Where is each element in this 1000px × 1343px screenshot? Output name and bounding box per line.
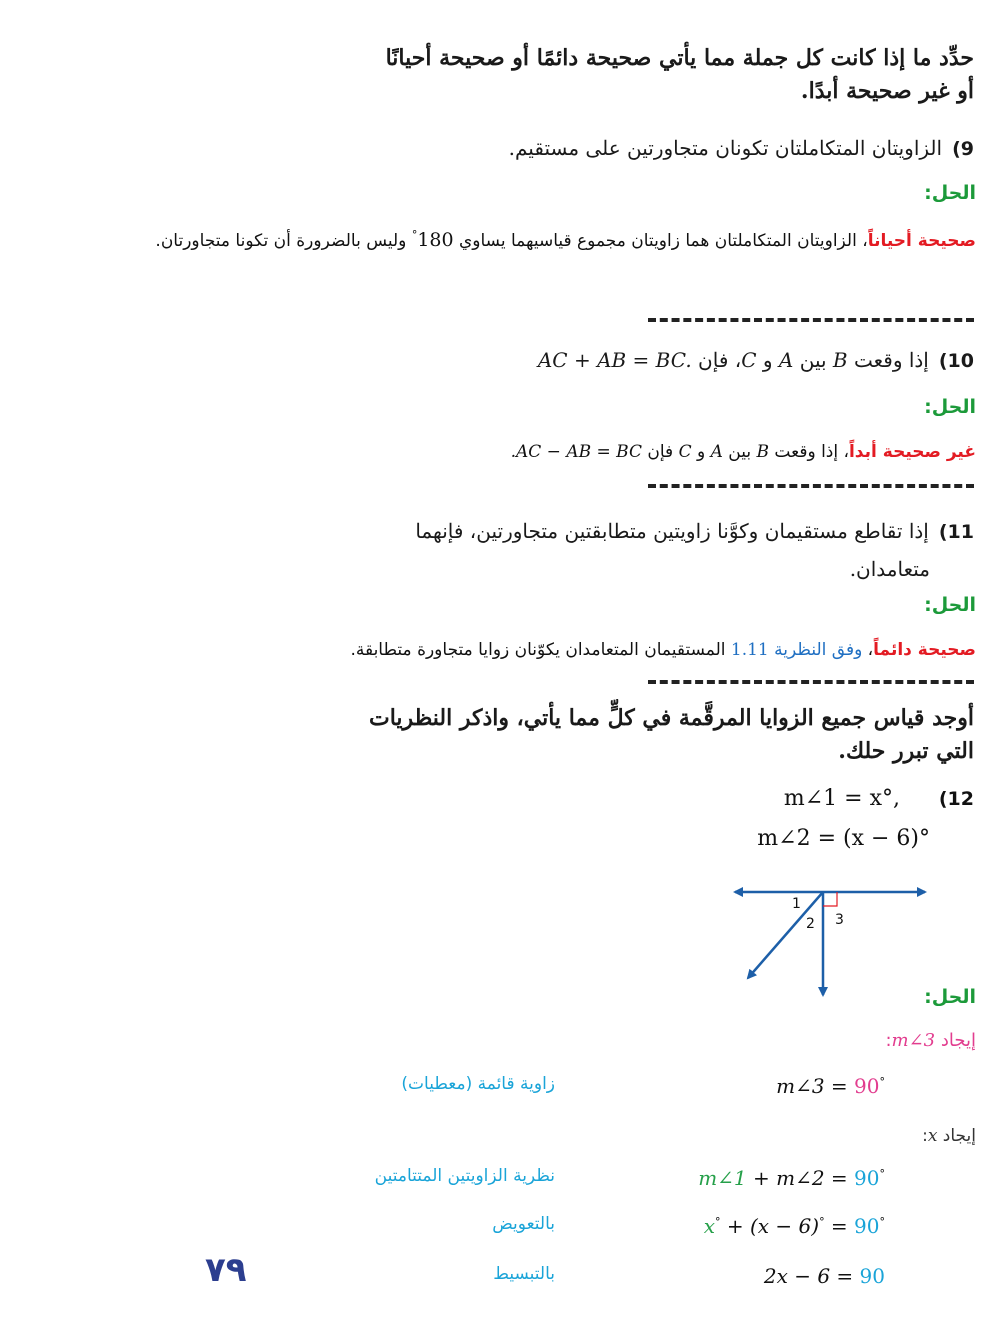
answer-verdict: صحيحة أحياناً <box>867 231 976 251</box>
degree-sign: ° <box>411 228 418 242</box>
answer-verdict: غير صحيحة أبداً <box>848 442 976 462</box>
question-number: 10) <box>938 350 974 372</box>
eq-value: 90 <box>859 1264 885 1288</box>
step-equation <box>776 1074 885 1098</box>
eq-part: = <box>824 1214 855 1238</box>
step-equation <box>764 1264 885 1288</box>
value-180: 180 <box>417 229 454 251</box>
angle-label-1: 1 <box>792 896 801 912</box>
divider <box>648 680 974 684</box>
find-colon: : <box>885 1030 892 1051</box>
step-reason: زاوية قائمة (معطيات) <box>401 1074 555 1094</box>
question-text: إذا وقعت <box>847 348 929 372</box>
given-angle-1: m∠1 = x°, <box>783 786 900 811</box>
step-row-1 <box>0 1074 1000 1106</box>
solution-11-text <box>50 632 976 669</box>
step-row-2 <box>0 1166 1000 1198</box>
find-colon: : <box>922 1126 928 1146</box>
divider <box>648 484 974 488</box>
step-row-3 <box>0 1214 1000 1246</box>
divider <box>648 318 974 322</box>
step-reason: بالتبسيط <box>493 1264 555 1284</box>
section-heading-line1: أوجد قياس جميع الزوايا المرقَّمة في كلٍّ مما يأتي، واذكر النظريات <box>369 705 974 731</box>
section-heading-2 <box>369 702 974 768</box>
solution-9-text <box>50 220 976 262</box>
var-a: A <box>710 442 723 462</box>
solution-text: ، إذا وقعت <box>769 442 849 462</box>
question-10 <box>538 348 974 372</box>
step-equation <box>698 1166 885 1190</box>
solution-label: الحل: <box>924 182 976 204</box>
degree-sign: ° <box>879 1167 885 1181</box>
solution-text: ، الزاويتان المتكاملتان هما زاويتان مجموع قياسيهما يساوي <box>453 231 868 251</box>
solution-text: و <box>691 442 711 462</box>
step-reason: بالتعويض <box>492 1214 555 1234</box>
var-c: C <box>741 348 757 372</box>
section-heading-line1: حدِّد ما إذا كانت كل جملة مما يأتي صحيحة دائمًا أو صحيحة أحيانًا <box>385 45 974 71</box>
theorem-ref: وفق النظرية <box>774 640 863 660</box>
find-var: x <box>927 1126 938 1146</box>
eq-value: 90 <box>854 1214 880 1238</box>
eq-part: + m∠2 = <box>746 1166 855 1190</box>
equation: AC + AB = BC. <box>537 348 692 372</box>
section-heading-line2: التي تبرر حلك. <box>838 738 974 764</box>
eq-value: 90 <box>854 1074 880 1098</box>
find-m3-heading <box>885 1030 976 1051</box>
solution-label: الحل: <box>924 594 976 616</box>
question-11 <box>415 512 974 588</box>
solution-text: بين <box>722 442 757 462</box>
given-angle-2: m∠2 = (x − 6)° <box>757 826 930 851</box>
var-a: A <box>778 348 794 372</box>
angle-label-2: 2 <box>806 916 815 932</box>
angle-label-3: 3 <box>835 912 844 928</box>
question-text: ، فإن <box>691 348 742 372</box>
find-x-heading <box>922 1126 976 1146</box>
angle-figure <box>720 870 940 1000</box>
question-9 <box>509 136 974 160</box>
question-number: 11) <box>938 521 974 543</box>
solution-text: المستقيمان المتعامدان يكوّنان زوايا متجاورة متطابقة. <box>350 640 731 660</box>
ray-diagonal <box>748 892 823 978</box>
question-number: 9) <box>952 138 974 160</box>
eq-value: 90 <box>854 1166 880 1190</box>
solution-label: الحل: <box>924 986 976 1008</box>
degree-sign: ° <box>819 1215 825 1229</box>
section-heading <box>386 42 974 108</box>
var-b: B <box>832 348 848 372</box>
eq-lhs: m∠1 <box>698 1166 747 1190</box>
solution-text-cont: وليس بالضرورة أن تكونا متجاورتان. <box>155 231 412 251</box>
question-text-line2: متعامدان. <box>849 557 930 582</box>
question-text: و <box>756 348 779 372</box>
page-number: ٧٩ <box>205 1250 247 1290</box>
eq-part: m∠3 = <box>776 1074 855 1098</box>
step-equation <box>704 1214 885 1238</box>
question-number: (12 <box>938 788 974 810</box>
var-b: B <box>756 442 770 462</box>
eq-part: + (x − 6) <box>720 1214 820 1238</box>
var-c: C <box>678 442 692 462</box>
question-text: إذا تقاطع مستقيمان وكوَّنا زاويتين متطابقتين متجاورتين، فإنهما <box>415 519 929 543</box>
degree-sign: ° <box>879 1075 885 1089</box>
eq-part: 2x − 6 = <box>763 1264 860 1288</box>
section-heading-line2: أو غير صحيحة أبدًا. <box>800 78 974 104</box>
find-label: إيجاد <box>937 1126 976 1146</box>
theorem-number: 1.11 <box>730 640 769 660</box>
find-label: إيجاد <box>935 1030 976 1051</box>
equation: .AC − AB = BC <box>510 442 642 462</box>
solution-10-text <box>50 434 976 471</box>
answer-verdict: صحيحة دائماً <box>873 640 976 660</box>
question-text: الزاويتان المتكاملتان تكونان متجاورتين على مستقيم. <box>508 136 943 160</box>
find-var: m∠3 <box>891 1030 936 1051</box>
solution-text: ، <box>862 640 874 660</box>
solution-label: الحل: <box>924 396 976 418</box>
step-reason: نظرية الزاويتين المتتامتين <box>374 1166 555 1186</box>
question-text: بين <box>793 348 833 372</box>
step-row-4 <box>0 1264 1000 1296</box>
degree-sign: ° <box>879 1215 885 1229</box>
right-angle-mark <box>823 892 837 906</box>
solution-text: فإن <box>641 442 679 462</box>
degree-sign: ° <box>715 1215 721 1229</box>
eq-lhs: x <box>703 1214 715 1238</box>
